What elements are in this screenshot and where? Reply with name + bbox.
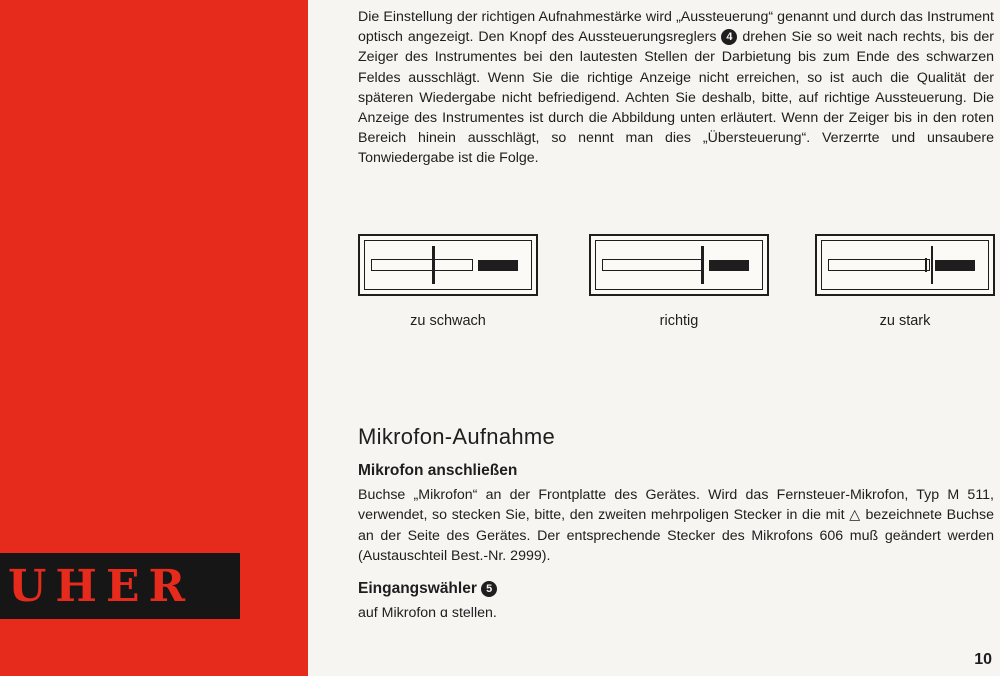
meter-too-strong [815,234,995,296]
meter-scale [828,259,930,271]
intro-text-a: Die Einstellung der richtigen Aufnahmestärke wird „Aussteuerung“ genannt und durch das Instrument optisch angezeigt. Den Knopf des Aussteuerungsreglers [358,9,994,46]
control-number-4-icon: 4 [721,29,737,45]
intro-text-b: drehen Sie so weit nach rechts, bis der Zeiger des Instrumentes bei den lautesten Stellen der Darbietung bis zum Ende des schwarzen Feldes ausschlägt. Wenn Sie die richtige Anzeige nicht erreichen, so ist auch die Qualität der späteren Wiedergabe nicht befriedigend. Achten Sie deshalb, bitte, auf richtige Aussteuerung. Die Anzeige des Instrumentes ist durch die Abbildung unten erläutert. Wenn der Zeiger bis in den roten Bereich hinein ausschlägt, so nennt man dies „Übersteuerung“. Verzerrte und unsaubere Tonwiedergabe ist die Folge. [358,29,994,167]
meter-red-field [709,260,749,271]
meter-needle-secondary [925,258,927,272]
meter-red-field [478,260,518,271]
subsection-heading-microphone: Mikrofon anschließen [358,462,518,479]
meter-caption-too-strong: zu stark [879,313,931,329]
input-selector-text-a: auf Mikrofon [358,605,437,621]
meter-needle [931,246,933,284]
subsection-heading-input-selector [358,580,497,598]
input-selector-text-b: stellen. [451,605,497,621]
brand-logo [0,553,240,619]
meter-scale [602,259,704,271]
section-title: Mikrofon-Aufnahme [358,424,556,449]
microphone-paragraph: Buchse „Mikrofon“ an der Frontplatte des Gerätes. Wird das Fernsteuer-Mikrofon, Typ M 511, verwendet, so stecken Sie, bitte, den zweiten mehrpoligen Stecker in die mit △ bezeichnete Buchse an der Seite des Gerätes. Der entsprechende Stecker des Mikrofons 606 muß geändert werden (Austauschteil Best.-Nr. 2999). [358,487,994,565]
meter-scale [371,259,473,271]
input-selector-heading-text: Eingangswähler [358,580,477,597]
meter-caption-correct: richtig [659,313,699,329]
brand-logo-text: UHER [8,561,195,612]
meter-needle [701,246,704,284]
meter-caption-too-weak: zu schwach [410,313,486,329]
meter-red-field [935,260,975,271]
page-number: 10 [974,651,992,668]
microphone-symbol-icon: ɑ [440,605,448,621]
intro-paragraph [358,7,994,169]
meter-correct [589,234,769,296]
meter-too-weak [358,234,538,296]
meter-needle [432,246,435,284]
control-number-5-icon: 5 [481,581,497,597]
input-selector-paragraph [358,603,994,623]
